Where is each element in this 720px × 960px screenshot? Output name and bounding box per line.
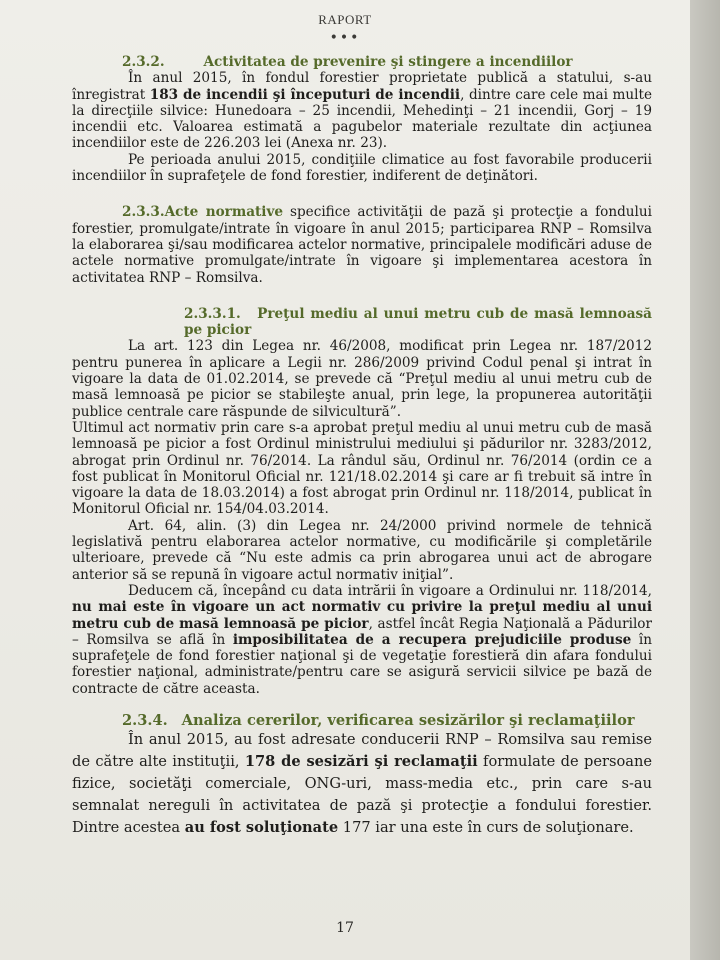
- text: În anul 2015, în fondul forestier proprietate publică a statului, s-au înregistrat: [72, 70, 652, 103]
- section-number: 2.3.4.: [122, 711, 168, 729]
- section-2-3-3-heading: [72, 204, 652, 285]
- text: Deducem că, începând cu data intrării în vigoare a Ordinului nr. 118/2014,: [128, 582, 652, 599]
- section-2-3-2-heading: [72, 54, 652, 70]
- text: formulate de persoane fizice, societăţi comerciale, ONG-uri, mass-media etc., prin care s-au semnalat nereguli în activitatea de pază şi protecţie a fondului forestier. Dintre acestea: [72, 753, 652, 837]
- section-text: specifice activităţii de pază şi protecţie a fondului forestier, promulgate/intrate în vigoare în anul 2015; participarea RNP – Romsilva la elaborarea şi/sau modificarea actelor normative, principalele modificări aduse de actele normative promulgate/intrate în vigoare şi implementarea acestora în activitatea RNP – Romsilva.: [72, 204, 652, 286]
- bold-text: 178 de sesizări şi reclamaţii: [244, 753, 478, 771]
- page-edge-shadow: [690, 0, 720, 960]
- paragraph: Pe perioada anului 2015, condiţiile climatice au fost favorabile producerii incendiilor în suprafeţele de fond forestier, indiferent de deţinători.: [72, 151, 652, 185]
- paragraph: La art. 123 din Legea nr. 46/2008, modificat prin Legea nr. 187/2012 pentru punerea în aplicare a Legii nr. 286/2009 privind Codul penal şi intrat în vigoare la data de 01.02.2014, se prevede că “Preţul mediu al unui metru cub de masă lemnoasă pe picior se stabileşte anual, prin lege, la propunerea autorităţii publice centrale care răspunde de silvicultură”.: [72, 338, 652, 420]
- paragraph: Art. 64, alin. (3) din Legea nr. 24/2000 privind normele de tehnică legislativă pentru elaborarea actelor normative, cu modificările şi completările ulterioare, prevede că “Nu este admis ca prin abrogarea unui act de abrogare anterior să se repună în vigoare actul normativ iniţial”.: [72, 517, 652, 583]
- text: în suprafeţele de fond forestier naţional şi de vegetaţie forestieră din afara fondului forestier naţional, administrate/pentru care se asigură servicii silvice pe bază de contracte de către aceasta.: [72, 631, 652, 697]
- paragraph: [72, 583, 652, 697]
- paragraph: Ultimul act normativ prin care s-a aprobat preţul mediu al unui metru cub de masă lemnoasă pe picior a fost Ordinul ministrului mediului şi pădurilor nr. 3283/2012, abrogat prin Ordinul nr. 76/2014. La rândul său, Ordinul nr. 76/2014 (ordin ce a fost publicat în Monitorul Oficial nr. 121/18.02.2014 şi care ar fi trebuit să intre în vigoare la data de 18.03.2014) a fost abrogat prin Ordinul nr. 118/2014, publicat în Monitorul Oficial nr. 154/04.03.2014.: [72, 419, 652, 518]
- bold-text: au fost soluţionate: [184, 819, 339, 837]
- page-number: 17: [336, 920, 354, 936]
- paragraph: [72, 729, 652, 839]
- text: , dintre care cele mai multe la direcţiile silvice: Hunedoara – 25 incendii, Mehedinţi – 21 incendii, Gorj – 19 incendii etc. Valoarea estimată a pagubelor materiale rezultate din acţiunea incendiilor este de 226.203 lei (Anexa nr. 23).: [72, 86, 652, 152]
- section-title: Preţul mediu al unui metru cub de masă lemnoasă pe picior: [184, 305, 652, 339]
- bold-text: 183 de incendii şi începuturi de incendii: [149, 86, 461, 103]
- bold-text: nu mai este în vigoare un act normativ cu privire la preţul mediu al unui metru cub de masă lemnoasă pe picior: [72, 599, 652, 632]
- text: În anul 2015, au fost adresate conducerii RNP – Romsilva sau remise de către alte instituţii,: [72, 731, 652, 771]
- paragraph: [72, 70, 652, 151]
- section-number: 2.3.2.: [122, 54, 165, 70]
- section-title: Analiza cererilor, verificarea sesizărilor şi reclamaţiilor: [181, 711, 635, 729]
- page-body: [72, 54, 652, 839]
- bold-text: imposibilitatea de a recupera prejudiciile produse: [232, 631, 632, 648]
- running-header: RAPORT: [318, 12, 372, 27]
- section-2-3-3-1-heading: [72, 306, 652, 339]
- section-2-3-4-heading: [72, 713, 652, 729]
- section-number: 2.3.3.1.: [184, 305, 241, 322]
- text: 177 iar una este în curs de soluţionare.: [338, 819, 634, 837]
- section-title: Activitatea de prevenire şi stingere a incendiilor: [203, 54, 573, 70]
- text: , astfel încât Regia Naţională a Pădurilor – Romsilva se află în: [72, 615, 652, 648]
- header-ornament: •••: [329, 30, 361, 46]
- section-title: Acte normative: [164, 204, 284, 221]
- section-number: 2.3.3.: [122, 204, 165, 221]
